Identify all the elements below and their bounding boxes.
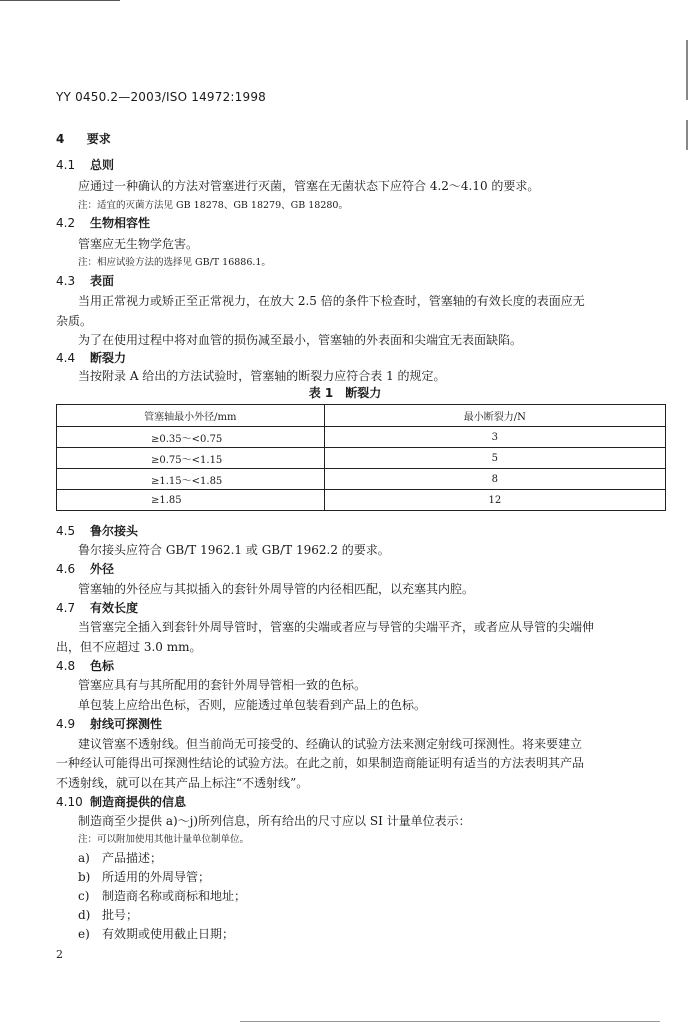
paragraph: 管塞应具有与其所配用的套针外周导管相一致的色标。 xyxy=(78,678,367,692)
section-4-9-heading xyxy=(56,715,162,732)
section-number: 4.10 xyxy=(56,795,83,809)
table-header-row xyxy=(57,405,666,427)
section-title: 总则 xyxy=(90,158,115,172)
section-4-10-heading xyxy=(56,793,186,810)
list-item xyxy=(78,868,210,885)
list-item-label: b) xyxy=(78,870,91,884)
section-number: 4.3 xyxy=(56,274,76,288)
section-4-3-heading xyxy=(56,272,114,289)
section-title: 要求 xyxy=(86,132,111,146)
paragraph: 鲁尔接头应符合 GB/T 1962.1 或 GB/T 1962.2 的要求。 xyxy=(78,543,390,557)
list-item-label: e) xyxy=(78,927,90,941)
table-cell-range: ≥1.85 xyxy=(57,490,325,511)
table-row xyxy=(57,469,666,490)
section-title: 鲁尔接头 xyxy=(90,524,139,538)
paragraph-line: 当用正常视力或矫正至正常视力，在放大 2.5 倍的条件下检查时，管塞轴的有效长度的表面应无 xyxy=(78,294,585,308)
scan-edge-top xyxy=(0,0,120,1)
list-item-label: a) xyxy=(78,851,90,865)
section-4-7-heading xyxy=(56,599,138,616)
section-number: 4.6 xyxy=(56,562,76,576)
section-title: 生物相容性 xyxy=(90,216,151,230)
list-item-text: 产品描述； xyxy=(102,851,163,865)
section-4-heading xyxy=(56,130,111,147)
section-4-4-heading xyxy=(56,349,126,366)
table-cell-range: ≥0.35～<0.75 xyxy=(57,427,325,448)
list-item-label: c) xyxy=(78,889,90,903)
table-row xyxy=(57,448,666,469)
paragraph-line: 不透射线，就可以在其产品上标注“不透射线”。 xyxy=(56,776,309,790)
section-4-8-heading xyxy=(56,657,114,674)
section-number: 4 xyxy=(56,132,65,146)
section-4-2-heading xyxy=(56,214,150,231)
list-item xyxy=(78,887,246,904)
paragraph-line: 当管塞完全插入到套针外周导管时，管塞的尖端或者应与导管的尖端平齐，或者应从导管的尖端伸 xyxy=(78,620,595,634)
table-cell-force: 3 xyxy=(324,427,665,448)
section-number: 4.4 xyxy=(56,351,76,365)
section-number: 4.7 xyxy=(56,601,76,615)
section-number: 4.9 xyxy=(56,717,76,731)
paragraph-line: 一种经认可能得出可探测性结论的试验方法。在此之前，如果制造商能证明有适当的方法表明其产品 xyxy=(56,756,585,770)
table-cell-range: ≥1.15～<1.85 xyxy=(57,469,325,490)
list-item-label: d) xyxy=(78,908,91,922)
table-caption: 表 1 断裂力 xyxy=(308,386,382,400)
column-header: 最小断裂力/N xyxy=(324,405,665,427)
section-title: 断裂力 xyxy=(90,351,127,365)
page-number: 2 xyxy=(56,948,63,961)
paragraph-line: 出，但不应超过 3.0 mm。 xyxy=(56,640,202,654)
section-number: 4.8 xyxy=(56,659,76,673)
list-item xyxy=(78,925,234,942)
section-title: 射线可探测性 xyxy=(90,717,163,731)
list-item-text: 制造商名称或商标和地址； xyxy=(102,889,247,903)
note: 注：可以附加使用其他计量单位制单位。 xyxy=(78,834,250,845)
section-4-6-heading xyxy=(56,560,114,577)
table-cell-range: ≥0.75～<1.15 xyxy=(57,448,325,469)
section-title: 色标 xyxy=(90,659,115,673)
column-header: 管塞轴最小外径/mm xyxy=(57,405,325,427)
scan-edge-right xyxy=(686,40,688,100)
paragraph: 应通过一种确认的方法对管塞进行灭菌，管塞在无菌状态下应符合 4.2～4.10 的要求。 xyxy=(78,179,540,193)
paragraph: 制造商至少提供 a)～j)所列信息，所有给出的尺寸应以 SI 计量单位表示： xyxy=(78,814,471,828)
list-item-text: 所适用的外周导管； xyxy=(102,870,211,884)
section-title: 有效长度 xyxy=(90,601,139,615)
standard-code: YY 0450.2—2003/ISO 14972:1998 xyxy=(56,90,267,104)
list-item xyxy=(78,849,162,866)
note: 注：适宜的灭菌方法见 GB 18278、GB 18279、GB 18280。 xyxy=(78,200,348,211)
list-item-text: 有效期或使用截止日期； xyxy=(102,927,235,941)
section-title: 制造商提供的信息 xyxy=(90,795,187,809)
section-4-1-heading xyxy=(56,156,114,173)
section-number: 4.5 xyxy=(56,524,76,538)
section-number: 4.1 xyxy=(56,158,76,172)
paragraph-line: 杂质。 xyxy=(56,314,93,328)
section-number: 4.2 xyxy=(56,216,76,230)
section-title: 外径 xyxy=(90,562,115,576)
paragraph: 单包装上应给出色标，否则，应能透过单包装看到产品上的色标。 xyxy=(78,698,427,712)
table-cell-force: 5 xyxy=(324,448,665,469)
section-title: 表面 xyxy=(90,274,115,288)
paragraph-line: 建议管塞不透射线。但当前尚无可接受的、经确认的试验方法来测定射线可探测性。将来要建立 xyxy=(78,737,583,751)
table-cell-force: 8 xyxy=(324,469,665,490)
list-item-text: 批号； xyxy=(102,908,139,922)
scan-edge-bottom xyxy=(240,1021,660,1022)
note: 注：相应试验方法的选择见 GB/T 16886.1。 xyxy=(78,257,271,268)
paragraph: 管塞轴的外径应与其拟插入的套针外周导管的内径相匹配，以充塞其内腔。 xyxy=(78,582,475,596)
paragraph: 为了在使用过程中将对血管的损伤减至最小，管塞轴的外表面和尖端宜无表面缺陷。 xyxy=(78,333,523,347)
table-row xyxy=(57,490,666,511)
table-cell-force: 12 xyxy=(324,490,665,511)
table-row xyxy=(57,427,666,448)
paragraph: 当按附录 A 给出的方法试验时，管塞轴的断裂力应符合表 1 的规定。 xyxy=(78,369,446,383)
scan-edge-right-2 xyxy=(686,120,688,150)
breaking-force-table xyxy=(56,404,666,511)
paragraph: 管塞应无生物学危害。 xyxy=(78,237,199,251)
section-4-5-heading xyxy=(56,522,138,539)
list-item xyxy=(78,906,138,923)
